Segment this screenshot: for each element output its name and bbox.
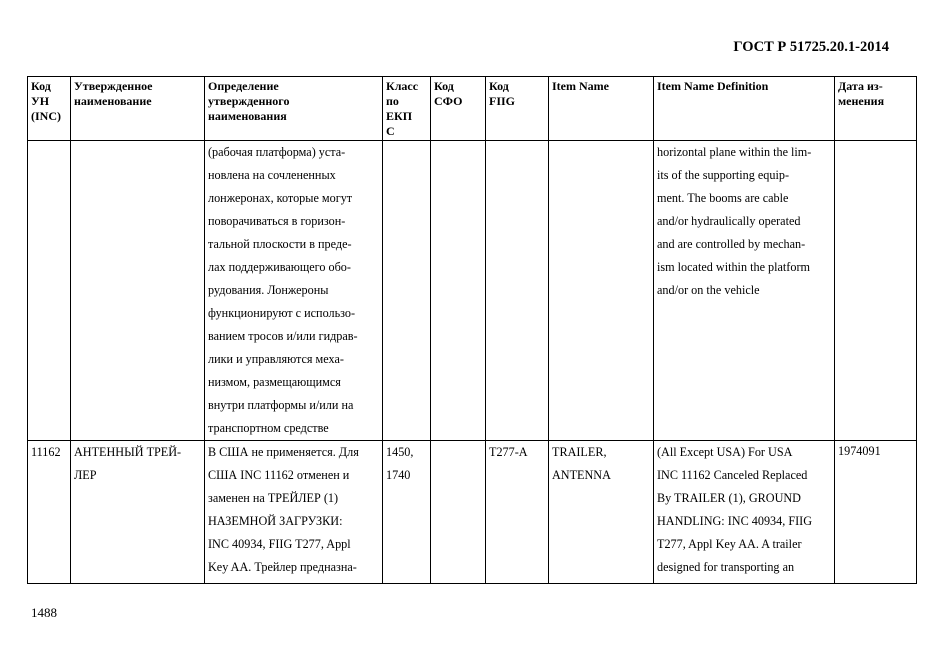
cell-fiig: T277-A	[486, 441, 549, 584]
table-row	[28, 141, 917, 441]
header-change-date: Дата из- менения	[835, 77, 917, 141]
header-approved-name: Утвержденное наименование	[71, 77, 205, 141]
cell-item-name: TRAILER, ANTENNA	[549, 441, 654, 584]
cell-item-name	[549, 141, 654, 441]
cell-definition: В США не применяется. Для США INC 11162 отменен и заменен на ТРЕЙЛЕР (1) НАЗЕМНОЙ ЗАГРУЗКИ: INC 40934, FIIG T277, Appl Key AA. Трейлер предназна-	[205, 441, 383, 584]
cell-item-name-definition: (All Except USA) For USA INC 11162 Canceled Replaced By TRAILER (1), GROUND HANDLING: INC 40934, FIIG T277, Appl Key AA. A trailer designed for transporting an	[654, 441, 835, 584]
cell-sfo	[431, 141, 486, 441]
cell-class	[383, 141, 431, 441]
header-item-name-definition: Item Name Definition	[654, 77, 835, 141]
cell-approved-name	[71, 141, 205, 441]
standard-designation: ГОСТ Р 51725.20.1-2014	[733, 39, 889, 55]
cell-fiig	[486, 141, 549, 441]
cell-item-name-definition: horizontal plane within the lim- its of the supporting equip- ment. The booms are cable and/or hydraulically operated and are controlled by mechan- ism located within the platform and/or on the vehicle	[654, 141, 835, 441]
header-item-name: Item Name	[549, 77, 654, 141]
header-sfo: Код СФО	[431, 77, 486, 141]
cell-class: 1450, 1740	[383, 441, 431, 584]
header-fiig: Код FIIG	[486, 77, 549, 141]
header-inc: Код УН (INC)	[28, 77, 71, 141]
cell-inc	[28, 141, 71, 441]
cell-approved-name: АНТЕННЫЙ ТРЕЙ- ЛЕР	[71, 441, 205, 584]
cell-inc: 11162	[28, 441, 71, 584]
cell-definition: (рабочая платформа) уста- новлена на сочлененных лонжеронах, которые могут поворачиваться в горизон- тальной плоскости в преде- лах поддерживающего обо- рудования. Лонжероны функционируют с использо- ванием тросов и/или гидрав- лики и управляются меха- низмом, размещающимся внутри платформы и/или на транспортном средстве	[205, 141, 383, 441]
classification-table	[27, 76, 917, 584]
table-header-row	[28, 77, 917, 141]
cell-sfo	[431, 441, 486, 584]
table-row	[28, 441, 917, 584]
header-definition: Определение утвержденного наименования	[205, 77, 383, 141]
cell-change-date	[835, 141, 917, 441]
cell-change-date: 1974091	[835, 441, 917, 584]
header-class: Класс по ЕКП С	[383, 77, 431, 141]
page-number: 1488	[31, 605, 57, 620]
